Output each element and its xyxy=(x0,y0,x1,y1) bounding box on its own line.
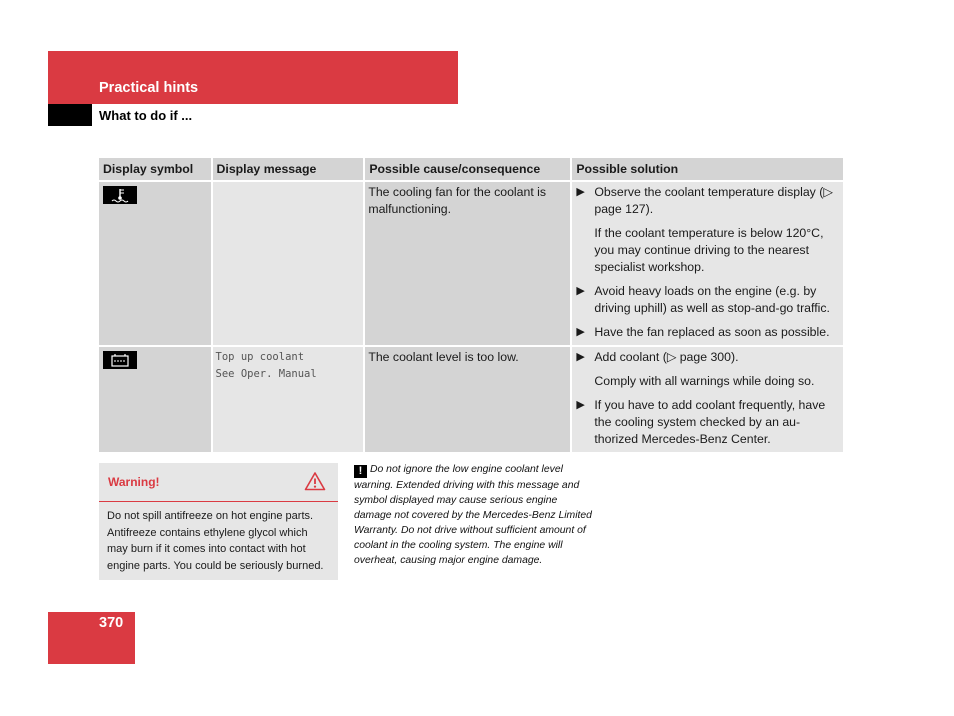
cause-cell: The coolant level is too low. xyxy=(365,347,570,452)
solution-text: Avoid heavy loads on the engine (e.g. by driving uphill) as well as stop-and-go traffic. xyxy=(594,284,830,315)
table-header-row xyxy=(99,158,843,180)
exclamation-icon: ! xyxy=(354,465,367,478)
page-number: 370 xyxy=(99,615,124,631)
warning-header xyxy=(99,463,338,502)
table-row xyxy=(99,347,843,452)
column-header-solution: Possible solution xyxy=(572,158,843,180)
solution-step xyxy=(575,349,840,366)
display-message-line: See Oper. Manual xyxy=(215,368,317,380)
solution-step xyxy=(575,324,840,341)
caution-note xyxy=(354,462,594,568)
cause-cell: The cooling fan for the coolant is malfunctioning. xyxy=(365,182,570,345)
solution-step xyxy=(575,283,840,317)
solution-cell xyxy=(572,182,843,345)
warning-triangle-icon xyxy=(304,471,326,496)
solution-text: Have the fan replaced as soon as possible. xyxy=(594,325,830,339)
caution-note-text: Do not ignore the low engine coolant level warning. Extended driving with this message and symbol displayed may cause serious engine damage not covered by the Mercedes-Benz Limited Warranty. Do not drive without sufficient amount of coolant in the cooling system. The engine will overheat, causing major engine damage. xyxy=(354,464,592,566)
symbol-cell xyxy=(99,182,211,345)
symbol-cell xyxy=(99,347,211,452)
column-header-cause: Possible cause/consequence xyxy=(365,158,570,180)
bullet-arrow-icon: ▶ xyxy=(576,399,585,411)
subsection-title: What to do if ... xyxy=(99,108,193,123)
warning-box xyxy=(99,463,338,580)
warning-text: Do not spill antifreeze on hot engine parts. Antifreeze contains ethylene glycol which may burn if it comes into contact with hot engine parts. You could be seriously burned. xyxy=(107,510,324,572)
message-cell xyxy=(213,347,364,452)
display-message-line: Top up coolant xyxy=(215,351,305,363)
bullet-arrow-icon: ▶ xyxy=(576,285,585,297)
bullet-arrow-icon: ▶ xyxy=(576,326,585,338)
section-title: Practical hints xyxy=(99,80,199,96)
display-messages-table xyxy=(97,156,845,454)
table-row xyxy=(99,182,843,345)
coolant-temperature-icon xyxy=(103,186,137,204)
bullet-arrow-icon: ▶ xyxy=(576,351,585,363)
solution-note: If the coolant temperature is below 120°C, you may continue driving to the nearest specialist workshop. xyxy=(594,226,824,274)
solution-note: Comply with all warnings while doing so. xyxy=(594,374,815,388)
section-tab-marker xyxy=(48,104,92,126)
solution-step xyxy=(575,397,840,448)
message-cell xyxy=(213,182,364,345)
column-header-display-message: Display message xyxy=(213,158,364,180)
solution-step xyxy=(575,184,840,218)
solution-text: If you have to add coolant frequently, have the cooling system checked by an au-thorized Mercedes-Benz Center. xyxy=(594,398,826,446)
solution-cell xyxy=(572,347,843,452)
solution-text: Observe the coolant temperature display (▷ page 127). xyxy=(594,185,833,216)
warning-title: Warning! xyxy=(108,475,160,489)
bullet-arrow-icon: ▶ xyxy=(576,186,585,198)
header-band xyxy=(48,51,458,104)
column-header-display-symbol: Display symbol xyxy=(99,158,211,180)
solution-text: Add coolant (▷ page 300). xyxy=(594,350,739,364)
coolant-level-icon xyxy=(103,351,137,369)
